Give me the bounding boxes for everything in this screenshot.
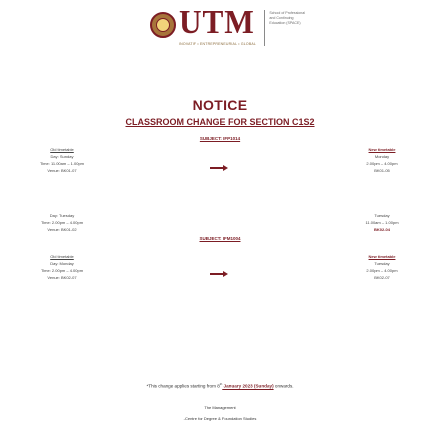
old-day: Day: Sunday [50,154,74,159]
old-time: Time: 2.00pm – 4.00pm [40,220,84,225]
note-sup: th [219,382,223,386]
notice-title: NOTICE [192,97,248,113]
note-suffix: onwards. [273,383,294,389]
new-time: 11.00am – 1.00pm [365,220,399,225]
arrow-right-icon [210,271,228,277]
new-timetable-tuesday [342,212,422,233]
old-timetable-heading: Old timetable [50,254,74,259]
new-timetable-heading: New timetable [368,147,396,152]
new-day: Monday [374,154,390,159]
note-prefix: *This change applies starting from 8 [146,383,220,389]
new-timetable-heading: New timetable [368,254,396,259]
new-venue: BK02-07 [374,275,390,280]
old-timetable-ifm1004 [22,253,102,281]
new-day: Tuesday [374,213,390,218]
subject-ifp1014-heading: SUBJECT: IFP1014 [199,136,241,141]
utm-logo [150,6,309,46]
new-time: 2.00pm – 4.00pm [366,268,398,273]
old-time: Time: 2.00pm – 4.00pm [40,268,84,273]
signoff-centre: -Centre for Degree & Foundation Studies [183,416,257,421]
signoff-management: The Management [204,405,236,410]
old-timetable-heading: Old timetable [50,147,74,152]
subject-ifm1004-heading: SUBJECT: IFM1004 [199,236,241,241]
new-day: Tuesday [374,261,390,266]
note-date: January 2023 (Sunday) [222,383,274,389]
old-venue: Venue: BK01-02 [47,227,77,232]
utm-logo-tagline: INOVATIF • ENTREPRENEURIAL • GLOBAL [179,42,257,46]
utm-seal-icon [150,12,176,38]
school-name: School of Professional and Continuing Education (SPACE) [269,11,306,26]
old-timetable-tuesday [22,212,102,233]
logo-divider [264,10,265,46]
old-time: Time: 11.00am – 1.00pm [39,161,85,166]
effective-date-note [0,382,440,389]
arrow-right-icon [210,165,228,171]
old-venue: Venue: BK02-07 [47,275,77,280]
new-time: 2.00pm – 4.00pm [366,161,398,166]
old-venue: Venue: BK01-07 [47,168,77,173]
new-timetable-ifp1014 [342,146,422,174]
classroom-change-title: CLASSROOM CHANGE FOR SECTION C1S2 [125,117,315,127]
old-timetable-ifp1014 [22,146,102,174]
new-venue: BK01-05 [374,168,390,173]
old-day: Day: Monday [50,261,74,266]
utm-logo-word: UTM [179,4,255,41]
new-venue: BK02-04 [373,227,390,232]
old-day: Day: Tuesday [49,213,75,218]
new-timetable-ifm1004 [342,253,422,281]
